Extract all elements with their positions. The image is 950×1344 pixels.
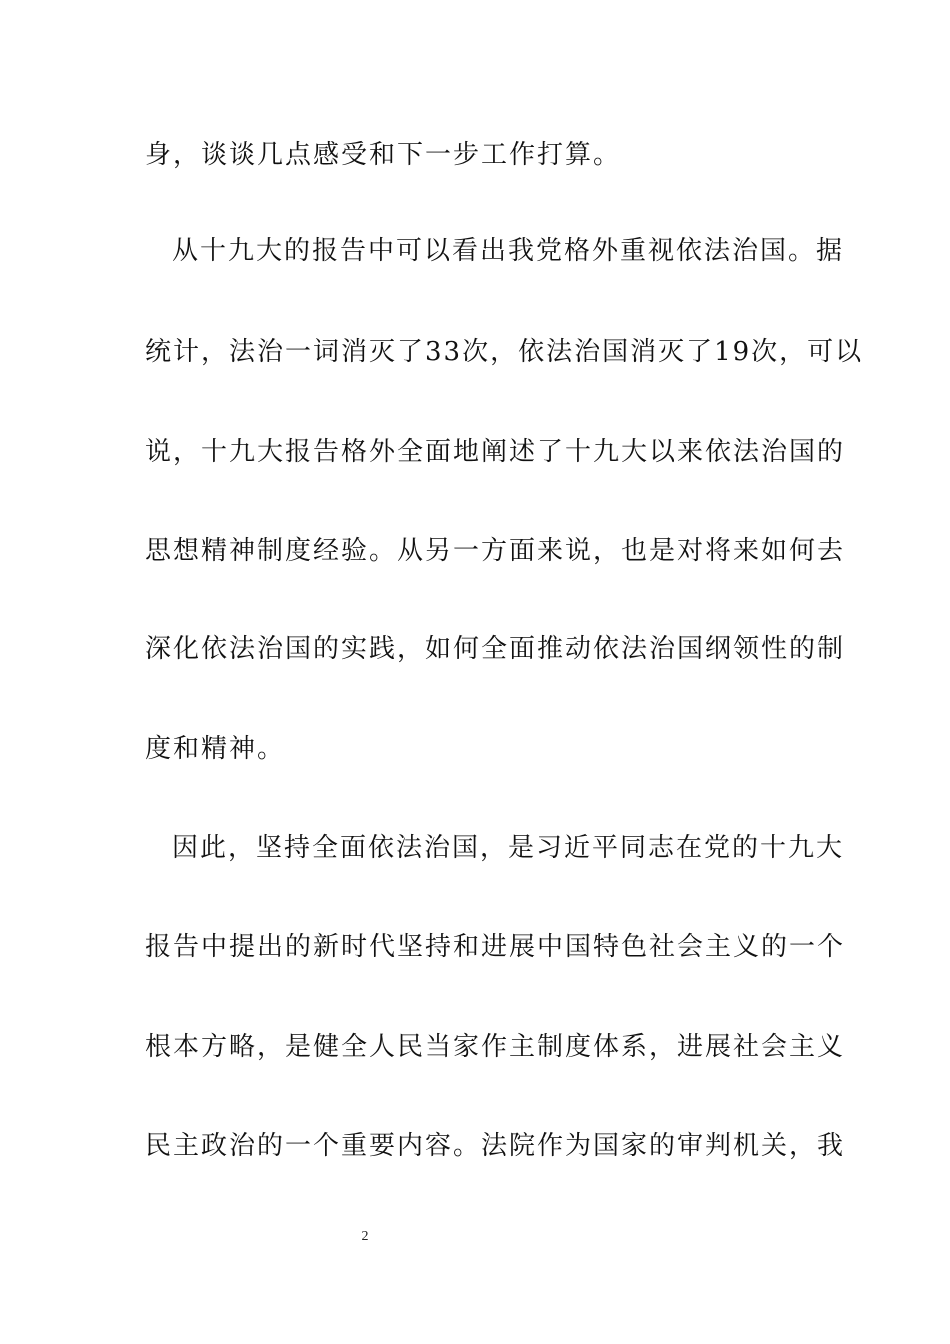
text-line-9: 报告中提出的新时代坚持和进展中国特色社会主义的一个 bbox=[145, 932, 846, 962]
text-line-8: 因此，坚持全面依法治国，是习近平同志在党的十九大 bbox=[172, 833, 845, 863]
text-line-6: 深化依法治国的实践，如何全面推动依法治国纲领性的制 bbox=[145, 634, 846, 664]
text-line-5: 思想精神制度经验。从另一方面来说，也是对将来如何去 bbox=[145, 536, 846, 566]
text-line-3: 统计，法治一词消灭了33次，依法治国消灭了19次，可以 bbox=[145, 337, 864, 367]
text-line-4: 说，十九大报告格外全面地阐述了十九大以来依法治国的 bbox=[145, 437, 846, 467]
text-line-7: 度和精神。 bbox=[145, 734, 286, 764]
text-line-10: 根本方略，是健全人民当家作主制度体系，进展社会主义 bbox=[145, 1032, 846, 1062]
text-line-2: 从十九大的报告中可以看出我党格外重视依法治国。据 bbox=[172, 236, 845, 266]
text-line-1: 身，谈谈几点感受和下一步工作打算。 bbox=[145, 140, 622, 170]
text-line-11: 民主政治的一个重要内容。法院作为国家的审判机关，我 bbox=[145, 1131, 846, 1161]
page-number: 2 bbox=[361, 1229, 369, 1244]
